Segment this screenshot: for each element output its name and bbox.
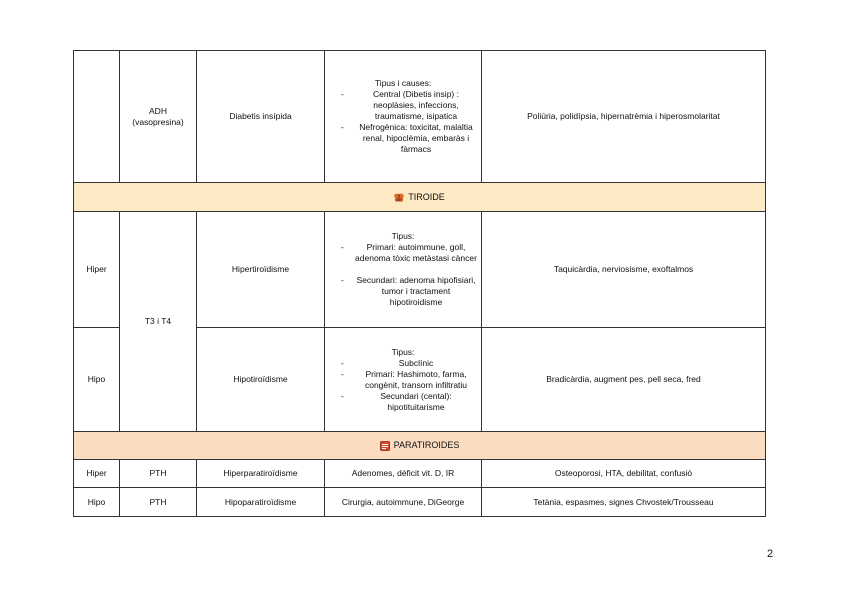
section-header-paratiroides: [74, 432, 766, 460]
disease-cell: Diabetis insípida: [197, 51, 325, 183]
table-row-hiperparatiroidisme: [74, 460, 766, 488]
table-row-hipoparatiroidisme: [74, 488, 766, 517]
symptoms-cell: Bradicàrdia, augment pes, pell seca, fred: [482, 328, 766, 432]
disease-cell: Hipertiroïdisme: [197, 212, 325, 328]
causes-title: Tipus:: [391, 231, 415, 241]
disease-cell: Hiperparatiroïdisme: [197, 460, 325, 488]
symptoms-cell: Tetània, espasmes, signes Chvostek/Trousseau: [482, 488, 766, 517]
causes-title: Tipus:: [391, 346, 415, 357]
butterfly-icon: [394, 193, 404, 202]
causes-cell: [325, 212, 482, 328]
causes-cell: [325, 51, 482, 183]
type-cell: Hiper: [74, 212, 120, 328]
list-item: - Nefrogènica: toxicitat, malaltia renal, hipoclèmia, embaràs i fàrmacs: [341, 122, 477, 155]
disease-cell: Hipoparatiroïdisme: [197, 488, 325, 517]
list-item: - Primari: autoimmune, goll, adenoma tòxic metàstasi càncer: [341, 242, 477, 264]
list-item: - Subclínic: [341, 358, 477, 369]
type-cell: Hipo: [74, 488, 120, 517]
symptoms-cell: Taquicàrdia, nerviosisme, exoftalmos: [482, 212, 766, 328]
section-title-text: TIROIDE: [408, 191, 445, 202]
causes-cell: Cirurgia, autoimmune, DiGeorge: [325, 488, 482, 517]
hormone-cell: PTH: [120, 488, 197, 517]
causes-list: [329, 89, 477, 155]
list-item: - Secundari: adenoma hipofisiari, tumor i tractament hipotiroidisme: [341, 275, 477, 308]
table-row-adh: [74, 51, 766, 183]
section-title: [74, 432, 766, 460]
symptoms-cell: Poliúria, polidípsia, hipernatrèmia i hiperosmolaritat: [482, 51, 766, 183]
section-title-text: PARATIROIDES: [393, 440, 460, 450]
section-title: [74, 183, 766, 212]
hormone-cell: T3 i T4: [120, 212, 197, 432]
type-cell: Hipo: [74, 328, 120, 432]
causes-list: [329, 242, 477, 308]
symptoms-cell: Osteoporosi, HTA, debilitat, confusió: [482, 460, 766, 488]
hormone-cell: PTH: [120, 460, 197, 488]
list-item: - Central (Dibetis insip) : neoplàsies, infeccions, traumatisme, isipatica: [341, 89, 477, 122]
red-box-icon: [380, 441, 390, 451]
endocrine-table: [73, 50, 766, 517]
section-header-tiroide: [74, 183, 766, 212]
list-item: - Secundari (cental): hipotituitarisme: [341, 391, 477, 413]
page-number: 2: [767, 548, 774, 560]
causes-cell: Adenomes, dèficit vit. D, IR: [325, 460, 482, 488]
type-cell: Hiper: [74, 460, 120, 488]
causes-cell: [325, 328, 482, 432]
causes-title: Tipus i causes:: [374, 78, 432, 88]
causes-list: [329, 358, 477, 413]
table-row-hipertiroidisme: [74, 212, 766, 328]
hormone-cell: ADH (vasopresina): [120, 51, 197, 183]
disease-cell: Hipotiroïdisme: [197, 328, 325, 432]
type-cell: [74, 51, 120, 183]
list-item: - Primari: Hashimoto, farma, congènit, transorn infiltratiu: [341, 369, 477, 391]
